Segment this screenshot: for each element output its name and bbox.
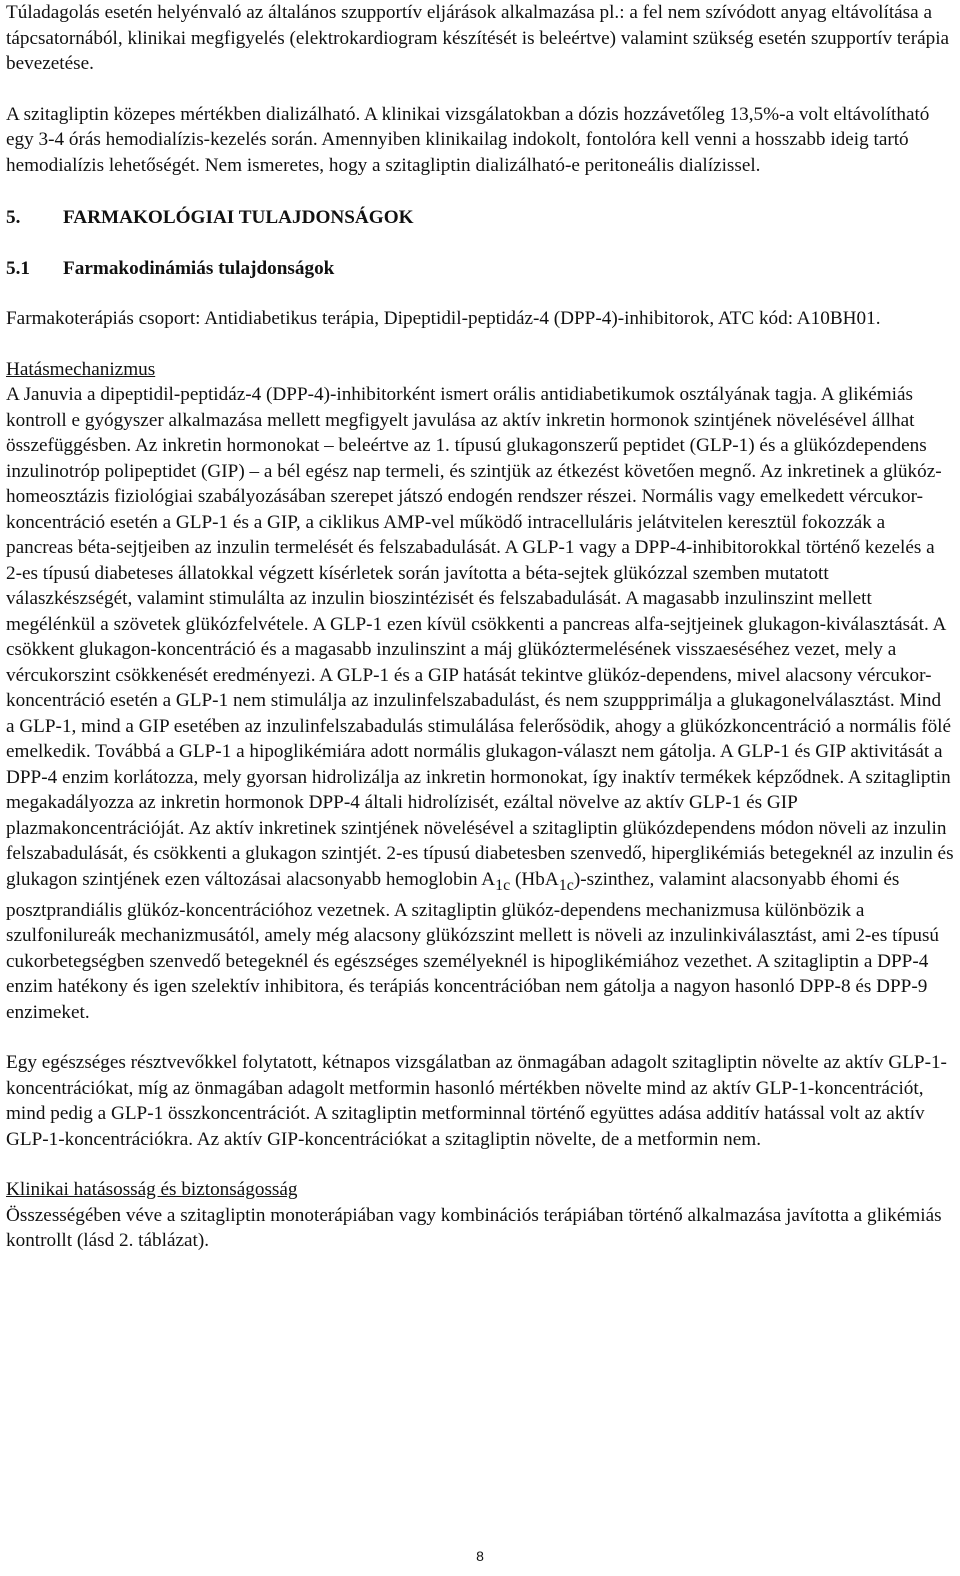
mechanism-paragraph <box>6 382 954 1025</box>
section-5-1-title: Farmakodinámiás tulajdonságok <box>63 257 335 279</box>
mechanism-subscript-1: 1c <box>495 876 511 894</box>
section-5-title: FARMAKOLÓGIAI TULAJDONSÁGOK <box>63 207 414 228</box>
mechanism-text-1: A Januvia a dipeptidil-peptidáz-4 (DPP-4)-inhibitorként ismert orális antidiabetikumok osztályának tagja. A glikémiás kontroll e gyógyszer alkalmazása mellett megfigyelt javulása az aktív inkretin hormonok szintjének növelésével állhat összefüggésben. Az inkretin hormonokat – beleértve az 1. típusú glukagonszerű peptidet (GLP-1) és a glükózdependens inzulinotróp polipeptidet (GIP) – a bél egész nap termeli, és szintjük az étkezést követően megnő. Az inkretinek a glükóz-homeosztázis fiziológiai szabályozásában szerepet játszó endogén rendszer részei. Normális vagy emelkedett vércukor-koncentráció esetén a GLP-1 és a GIP, a ciklikus AMP-vel működő intracelluláris jelátvitelen keresztül fokozzák a pancreas béta-sejtjeiben az inzulin termelését és felszabadulását. A GLP-1 vagy a DPP-4-inhibitorokkal történő kezelés a 2-es típusú diabeteses állatokkal végzett kísérletek során javította a béta-sejtek glükózzal szemben mutatott válaszkészségét, valamint stimulálta az inzulin bioszintézisét és felszabadulását. A magasabb inzulinszint mellett megélénkül a szövetek glükózfelvétele. A GLP-1 ezen kívül csökkenti a pancreas alfa-sejtjeinek glukagon-kiválasztását. A csökkent glukagon-koncentráció és a magasabb inzulinszint a máj glükóztermelésének visszaeséséhez vezet, mely a vércukorszint csökkenését eredményezi. A GLP-1 és a GIP hatását tekintve glükóz-dependens, mivel alacsony vércukor-koncentráció esetén a GLP-1 nem stimulálja az inzulinfelszabadulást, és nem szuppprimálja a glukagonelválasztást. Mind a GLP-1, mind a GIP esetében az inzulinfelszabadulás stimulálása felerősödik, ahogy a glükózkoncentráció a normális fölé emelkedik. Továbbá a GLP-1 a hipoglikémiára adott normális glukagon-választ nem gátolja. A GLP-1 és GIP aktivitását a DPP-4 enzim korlátozza, mely gyorsan hidrolizálja az inkretin hormonokat, így inaktív termékek képződnek. A szitagliptin megakadályozza az inkretin hormonok DPP-4 általi hidrolízisét, ezáltal növelve az aktív GLP-1 és GIP plazmakoncentrációját. Az aktív inkretinek szintjének növelésével a szitagliptin glükózdependens módon növeli az inzulin felszabadulását, és csökkenti a glukagon szintjét. 2-es típusú diabetesben szenvedő, hiperglikémiás betegeknél az inzulin és glukagon szintjének ezen változásai alacsonyabb hemoglobin A <box>6 384 954 890</box>
document-page <box>6 0 954 1254</box>
mechanism-text-3: )-szinthez, valamint alacsonyabb éhomi és posztprandiális glükóz-koncentrációhoz vezetnek. A szitagliptin glükóz-dependens mechanizmusa különbözik a szulfonilureák mechanizmusától, amely még alacsony glükózszint mellett is növeli az inzulinkiválasztást, ami 2-es típusú cukorbetegségben szenvedő betegeknél és egészséges személyeknél is hipoglikémiához vezethet. A szitagliptin a DPP-4 enzim hatékony és igen szelektív inhibitora, és terápiás koncentrációban nem gátolja a nagyon hasonló DPP-8 és DPP-9 enzimeket. <box>6 868 940 1023</box>
clinical-heading: Klinikai hatásosság és biztonságosság <box>6 1179 298 1201</box>
section-5-1-heading <box>6 256 954 282</box>
section-5-heading <box>6 205 954 231</box>
mechanism-subscript-2: 1c <box>558 876 574 894</box>
dialysis-paragraph: A szitagliptin közepes mértékben dializálható. A klinikai vizsgálatokban a dózis hozzávetőleg 13,5%-a volt eltávolítható egy 3-4 órás hemodialízis-kezelés során. Amennyiben klinikailag indokolt, fontolóra kell venni a hosszabb ideig tartó hemodialízis lehetőségét. Nem ismeretes, hogy a szitagliptin dializálható-e peritoneális dialízissel. <box>6 103 930 176</box>
clinical-paragraph: Összességében véve a szitagliptin monoterápiában vagy kombinációs terápiában történő alkalmazása javította a glikémiás kontrollt (lásd 2. táblázat). <box>6 1204 942 1252</box>
mechanism-heading: Hatásmechanizmus <box>6 358 156 380</box>
metformin-study-paragraph: Egy egészséges résztvevőkkel folytatott, kétnapos vizsgálatban az önmagában adagolt szitagliptin növelte az aktív GLP-1-koncentrációkat, míg az önmagában adagolt metformin hasonló mértékben növelte mind az aktív GLP-1-koncentrációt, mind pedig a GLP-1 összkoncentrációt. A szitagliptin metforminnal történő együttes adása additív hatással volt az aktív GLP-1-koncentrációkra. Az aktív GIP-koncentrációkat a szitagliptin növelte, de a metformin nem. <box>6 1052 947 1150</box>
overdose-paragraph: Túladagolás esetén helyénvaló az általános szupportív eljárások alkalmazása pl.: a fel nem szívódott anyag eltávolítása a tápcsatornából, klinikai megfigyelés (elektrokardiogram készítését is beleértve) valamint szükség esetén szupportív terápia bevezetése. <box>6 2 950 74</box>
mechanism-text-2: (HbA <box>515 868 559 890</box>
page-number: 8 <box>476 1548 484 1564</box>
pharmacotherapeutic-group-paragraph: Farmakoterápiás csoport: Antidiabetikus terápia, Dipeptidil-peptidáz-4 (DPP-4)-inhibitorok, ATC kód: A10BH01. <box>6 308 881 329</box>
section-5-1-number: 5.1 <box>6 257 30 279</box>
section-5-number: 5. <box>6 207 21 228</box>
